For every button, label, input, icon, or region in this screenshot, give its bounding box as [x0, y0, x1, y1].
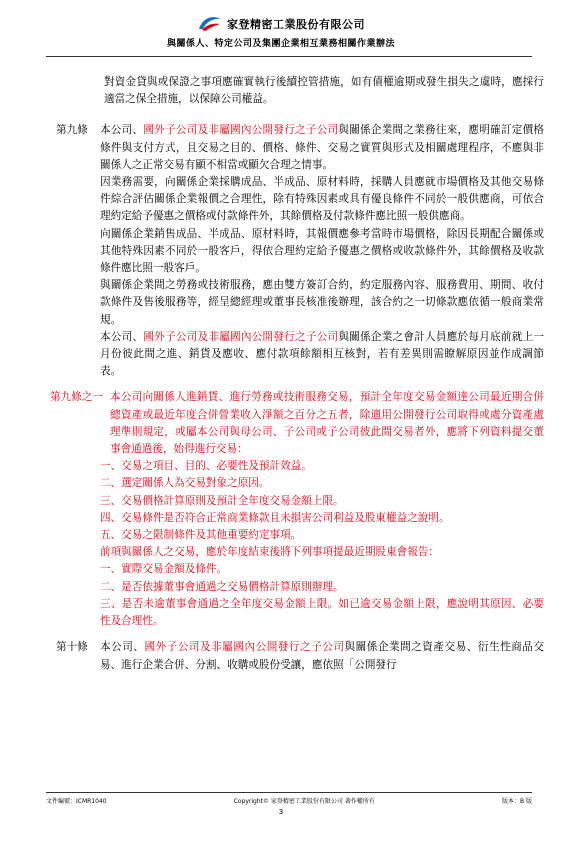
page-number: 3: [278, 808, 284, 816]
article-10: [56, 639, 544, 673]
amended-text: 國外子公司及非屬國內公開發行之子公司: [143, 124, 339, 137]
article-9-1-items: [50, 458, 544, 630]
page-footer: [46, 792, 532, 805]
footer-divider: [46, 792, 532, 793]
continuation-line-1: 對資金貸與或保證之事項應確實執行後續控管措施，如有債權逾期或發生損失: [104, 76, 469, 88]
article-9-1: [50, 389, 544, 630]
company-logo-icon: [197, 15, 223, 33]
article-9-1-label: 第九條之一: [50, 391, 103, 404]
article-9-1-intro: 本公司向關係人進銷貨、進行勞務或技術服務交易，預計全年度交易金額達公司最近期合併總資產或最近年度合併營業收入淨額之百分之五者，除適用公開發行公司取得或處分資產處理準則規定，或屬本公司與母公司、子公司或子公司彼此間交易者外，應將下列資料提交董事會通過後，始得進行交易：: [110, 391, 544, 456]
text-segment: 本公司、: [100, 124, 144, 137]
page-header: [0, 14, 562, 49]
list-item: 三、交易價格計算原則及預計全年度交易金額上限。: [100, 494, 344, 507]
continuation-line-2: 之虞時，應採行適當之保全措施，以保障公司權益。: [104, 76, 545, 106]
text-segment: 與關係企業間之業務往來，應明確訂定價格條件與支付方式，且交易之目的、價格、條件、交易之實質與形式及相關處理程序，不應與非關係人之正常交易有顯不相當或顯欠合理之情事。: [100, 124, 545, 171]
article-9-label: 第九條: [56, 124, 88, 137]
report-intro: 前項與關係人之交易，應於年度結束後將下列事項提最近期股東會報告：: [100, 546, 439, 559]
article-9-paragraph-2: 因業務需要，向關係企業採購成品、半成品、原材料時，採購人員應就市場價格及其他交易條件綜合評估關係企業報價之合理性，除有特殊因素或具有優良條件不同於一般供應商，可依合理約定給予優惠之價格或付款條件外，其餘價格及付款條件應比照一般供應商。: [100, 176, 544, 223]
article-9: [56, 122, 544, 380]
document-body: [50, 74, 545, 674]
article-9-paragraph-1: [100, 122, 544, 174]
header-divider: [46, 56, 532, 57]
article-10-label: 第十條: [56, 641, 88, 654]
company-logo-row: [0, 14, 562, 34]
list-item: 二、是否依據董事會通過之交易價格計算原則辦理。: [100, 580, 344, 593]
article-9-paragraph-4: 與關係企業間之勞務或技術服務，應由雙方簽訂合約，約定服務內容、服務費用、期間、收付款條件及售後服務等，經呈總經理或董事長核准後辦理，該合約之一切條款應依循一般商業常規。: [100, 279, 544, 326]
text-segment: 本公司、: [100, 641, 145, 654]
document-title: 與關係人、特定公司及集團企業相互業務相關作業辦法: [166, 39, 395, 49]
list-item: 二、選定關係人為交易對象之原因。: [100, 477, 270, 490]
article-10-body: [100, 639, 544, 673]
list-item: 四、交易條件是否符合正常商業條款且未損害公司利益及股東權益之說明。: [100, 511, 450, 524]
document-number: 文件編號：ICMR1040: [46, 798, 107, 805]
article-9-paragraph-3: 向關係企業銷售成品、半成品、原材料時，其報價應參考當時市場價格，除因長期配合關係或其他特殊因素不同於一般客戶，得依合理約定給予優惠之價格或收款條件外，其餘價格及收款條件應比照一般客戶。: [100, 227, 544, 275]
article-9-paragraph-5: [100, 329, 544, 381]
list-item: 一、交易之項目、目的、必要性及預計效益。: [100, 460, 312, 473]
amended-text: 國外子公司及非屬國內公開發行之子公司: [144, 641, 345, 654]
amended-text: 國外子公司及非屬國內公開發行之子公司: [143, 330, 339, 343]
list-item: 一、實際交易金額及條件。: [100, 563, 228, 576]
text-segment: 與關係企業之會計人員應於每月底前就上一月份彼此間之進、銷貨及應收、應付款項餘額相互核對，若有差異則需瞭解原因並作成調節表。: [100, 330, 545, 378]
version-label: 版本：B 版: [501, 798, 532, 805]
continuation-paragraph: [56, 74, 544, 108]
list-item: 三、是否未逾董事會通過之全年度交易金額上限。如已逾交易金額上限，應說明其原因、必要性及合理性。: [100, 597, 544, 628]
article-9-body: [100, 122, 544, 380]
text-segment: 本公司、: [100, 330, 144, 343]
copyright-notice: Copyright© 家登精密工業股份有限公司 著作權所有: [233, 798, 375, 805]
text-segment: 與關係企業間之資產交易、衍生性商品交易、進行企業合併、分割、收購或股份受讓，應依照「公開發行: [100, 641, 545, 671]
list-item: 五、交易之限制條件及其他重要約定事項。: [100, 529, 302, 542]
company-name: 家登精密工業股份有限公司: [227, 18, 365, 31]
